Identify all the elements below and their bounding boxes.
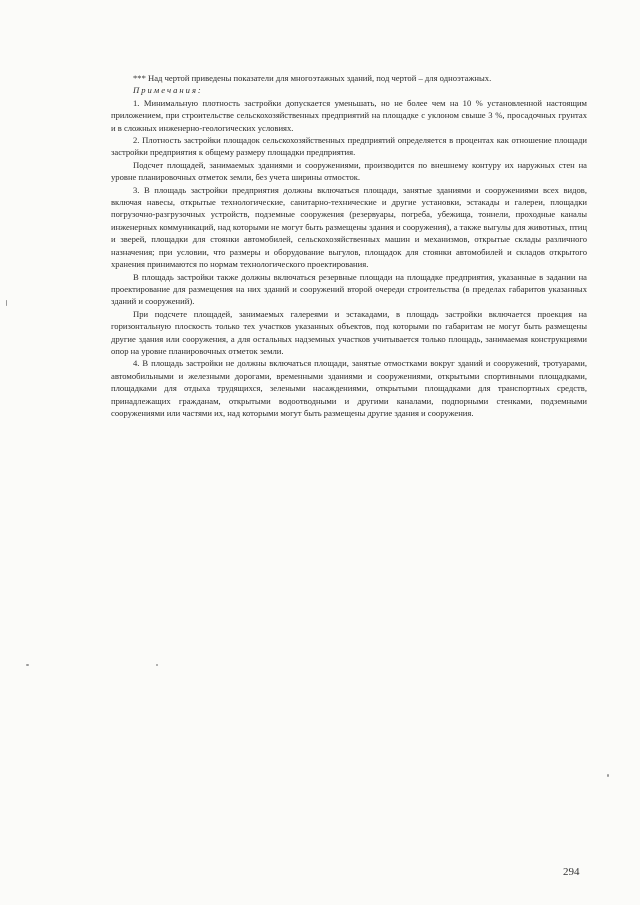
note-paragraph: 3. В площадь застройки предприятия должны включаться площади, занятые зданиями и сооружениями всех видов, включая навесы, открытые технологические, санитарно-технические и другие установки, эстакады и галереи, площадки погрузочно-разгрузочных устройств, подземные сооружения (резервуары, погреба, убежища, тоннели, проходные каналы инженерных коммуникаций, над которыми не могут быть размещены здания и сооружения), а также выгулы для животных, птиц и зверей, площадки для стоянки автомобилей, сельскохозяйственных машин и механизмов, открытые склады различного назначения; при условии, что размеры и оборудование выгулов, площадок для стоянки автомобилей и складов открытого хранения принимаются по нормам технологического проектирования. <box>111 184 587 270</box>
body-text <box>111 72 587 419</box>
note-paragraph: В площадь застройки также должны включаться резервные площади на площадке предприятия, указанные в задании на проектирование для размещения на них зданий и сооружений второй очереди строительства (в пределах габаритов указанных зданий и сооружений). <box>111 271 587 307</box>
scan-speck <box>607 774 609 777</box>
note-paragraph: При подсчете площадей, занимаемых галереями и эстакадами, в площадь застройки включается проекция на горизонтальную плоскость только тех участков указанных объектов, под которыми по габаритам не могут быть размещены другие здания или сооружения, а для остальных надземных участков учитывается только площадь, занимаемая конструкциями опор на уровне планировочных отметок земли. <box>111 308 587 356</box>
note-paragraph: 2. Плотность застройки площадок сельскохозяйственных предприятий определяется в процентах как отношение площади застройки предприятия к общему размеру площадки предприятия. <box>111 135 587 158</box>
page-number: 294 <box>563 866 580 878</box>
scan-speck <box>156 664 158 666</box>
footnote: *** Над чертой приведены показатели для многоэтажных зданий, под чертой – для одноэтажных. <box>133 73 492 83</box>
notes-heading: Примечания: <box>133 85 203 96</box>
scan-speck <box>26 664 29 666</box>
scan-speck <box>6 300 7 306</box>
note-paragraph: Подсчет площадей, занимаемых зданиями и сооружениями, производится по внешнему контуру их наружных стен на уровне планировочных отметок земли, без учета ширины отмосток. <box>111 159 587 183</box>
note-paragraph: 4. В площадь застройки не должны включаться площади, занятые отмостками вокруг зданий и сооружений, тротуарами, автомобильными и железными дорогами, временными зданиями и сооружениями, открытыми спортивными площадками, площадками для отдыха трудящихся, зелеными насаждениями, открытыми площадками для транспортных средств, принадлежащих гражданам, открытыми водоотводными и другими каналами, подпорными стенками, подземными сооружениями или частями их, над которыми могут быть размещены другие здания и сооружения. <box>111 358 587 418</box>
note-paragraph: 1. Минимальную плотность застройки допускается уменьшать, но не более чем на 10 % установленной настоящим приложением, при строительстве сельскохозяйственных предприятий на площадке с уклоном свыше 3 %, просадочных грунтах и в сложных инженерно-геологических условиях. <box>111 97 587 133</box>
